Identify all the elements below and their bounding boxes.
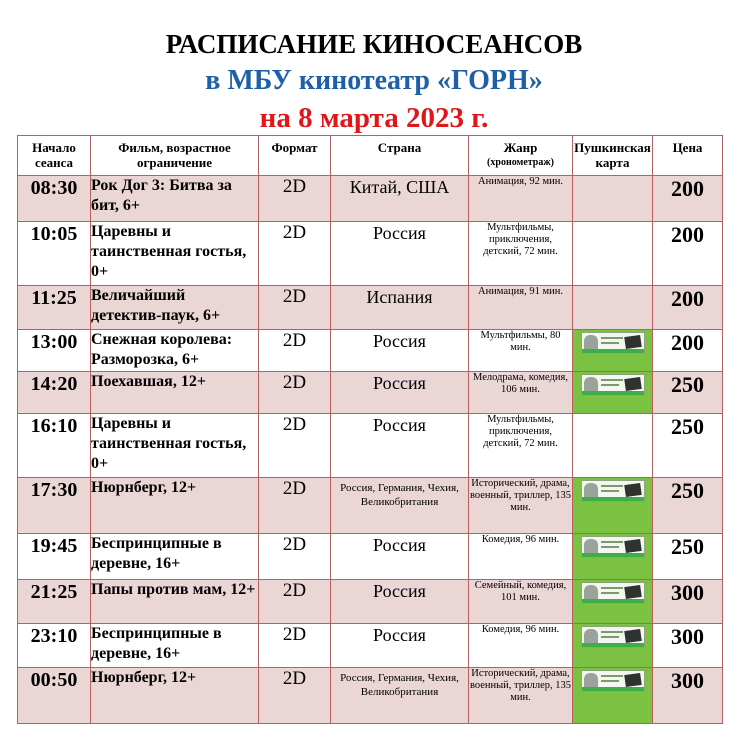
pushkin-text-line <box>601 541 623 543</box>
bank-card-icon <box>624 585 642 599</box>
ticket-price: 250 <box>653 414 723 478</box>
film-genre: Мультфильмы, приключения, детский, 72 мин. <box>469 222 573 286</box>
pushkin-text-line <box>601 675 623 677</box>
pushkin-card-cell <box>573 668 653 724</box>
table-row <box>18 624 723 668</box>
film-country: Россия <box>331 534 469 580</box>
ticket-price: 250 <box>653 478 723 534</box>
session-time: 10:05 <box>18 222 91 286</box>
page-title: РАСПИСАНИЕ КИНОСЕАНСОВ <box>165 29 583 59</box>
session-time: 19:45 <box>18 534 91 580</box>
ticket-price: 200 <box>653 286 723 330</box>
film-format: 2D <box>259 534 331 580</box>
film-country: Россия <box>331 372 469 414</box>
film-title: Нюрнберг, 12+ <box>91 668 259 724</box>
pushkin-green-bar <box>582 349 644 353</box>
pushkin-text-line <box>601 546 619 548</box>
film-genre: Исторический, драма, военный, триллер, 135 мин. <box>469 478 573 534</box>
film-format: 2D <box>259 478 331 534</box>
col-header-film: Фильм, возрастное ограничение <box>91 136 259 176</box>
film-format: 2D <box>259 668 331 724</box>
bank-card-icon <box>624 673 642 687</box>
table-row <box>18 222 723 286</box>
session-time: 11:25 <box>18 286 91 330</box>
col-header-format: Формат <box>259 136 331 176</box>
film-genre: Комедия, 96 мин. <box>469 534 573 580</box>
table-row <box>18 286 723 330</box>
session-time: 14:20 <box>18 372 91 414</box>
film-country: Россия <box>331 624 469 668</box>
pushkin-green-bar <box>582 599 644 603</box>
table-header-row <box>18 136 723 176</box>
ticket-price: 300 <box>653 580 723 624</box>
film-country: Россия <box>331 222 469 286</box>
pushkin-text-line <box>601 680 619 682</box>
film-genre: Мультфильмы, приключения, детский, 72 мин. <box>469 414 573 478</box>
pushkin-card-cell <box>573 372 653 414</box>
film-title: Беспринципные в деревне, 16+ <box>91 534 259 580</box>
session-time: 21:25 <box>18 580 91 624</box>
pushkin-card-logo <box>581 582 645 604</box>
pushkin-card-logo <box>581 626 645 648</box>
film-genre: Семейный, комедия, 101 мин. <box>469 580 573 624</box>
film-title: Величайший детектив-паук, 6+ <box>91 286 259 330</box>
film-country: Россия, Германия, Чехия, Великобритания <box>331 478 469 534</box>
table-row <box>18 668 723 724</box>
ticket-price: 250 <box>653 534 723 580</box>
col-header-country: Страна <box>331 136 469 176</box>
film-title: Поехавшая, 12+ <box>91 372 259 414</box>
ticket-price: 300 <box>653 624 723 668</box>
pushkin-card-cell <box>573 286 653 330</box>
pushkin-green-bar <box>582 497 644 501</box>
ticket-price: 200 <box>653 330 723 372</box>
table-row <box>18 580 723 624</box>
ticket-price: 200 <box>653 176 723 222</box>
film-genre: Мелодрама, комедия, 106 мин. <box>469 372 573 414</box>
pushkin-card-logo <box>581 374 645 396</box>
film-genre: Мультфильмы, 80 мин. <box>469 330 573 372</box>
film-title: Папы против мам, 12+ <box>91 580 259 624</box>
bank-card-icon <box>624 539 642 553</box>
pushkin-card-cell <box>573 478 653 534</box>
film-format: 2D <box>259 286 331 330</box>
film-title: Рок Дог 3: Битва за бит, 6+ <box>91 176 259 222</box>
ticket-price: 300 <box>653 668 723 724</box>
col-header-pushkin: Пушкинская карта <box>573 136 653 176</box>
film-genre: Комедия, 96 мин. <box>469 624 573 668</box>
film-country: Россия <box>331 414 469 478</box>
schedule-date: на 8 марта 2023 г. <box>259 102 489 134</box>
pushkin-card-cell <box>573 534 653 580</box>
pushkin-green-bar <box>582 553 644 557</box>
pushkin-green-bar <box>582 643 644 647</box>
pushkin-text-line <box>601 636 619 638</box>
film-country: Китай, США <box>331 176 469 222</box>
pushkin-green-bar <box>582 391 644 395</box>
session-time: 23:10 <box>18 624 91 668</box>
col-header-genre <box>469 136 573 176</box>
pushkin-green-bar <box>582 687 644 691</box>
pushkin-card-cell <box>573 414 653 478</box>
film-format: 2D <box>259 414 331 478</box>
pushkin-text-line <box>601 337 623 339</box>
bank-card-icon <box>624 335 642 349</box>
film-title: Царевны и таинственная гостья, 0+ <box>91 222 259 286</box>
pushkin-text-line <box>601 490 619 492</box>
film-title: Нюрнберг, 12+ <box>91 478 259 534</box>
film-format: 2D <box>259 580 331 624</box>
table-row <box>18 414 723 478</box>
schedule-table <box>17 135 723 724</box>
ticket-price: 250 <box>653 372 723 414</box>
film-country: Россия, Германия, Чехия, Великобритания <box>331 668 469 724</box>
film-format: 2D <box>259 624 331 668</box>
pushkin-text-line <box>601 379 623 381</box>
film-title: Царевны и таинственная гостья, 0+ <box>91 414 259 478</box>
table-row <box>18 330 723 372</box>
col-header-time: Начало сеанса <box>18 136 91 176</box>
col-header-price: Цена <box>653 136 723 176</box>
pushkin-card-logo <box>581 332 645 354</box>
session-time: 00:50 <box>18 668 91 724</box>
pushkin-text-line <box>601 631 623 633</box>
film-genre: Анимация, 92 мин. <box>469 176 573 222</box>
session-time: 17:30 <box>18 478 91 534</box>
cinema-name: в МБУ кинотеатр «ГОРН» <box>205 65 543 96</box>
pushkin-card-cell <box>573 580 653 624</box>
pushkin-text-line <box>601 485 623 487</box>
pushkin-card-logo <box>581 536 645 558</box>
bank-card-icon <box>624 483 642 497</box>
session-time: 13:00 <box>18 330 91 372</box>
table-row <box>18 372 723 414</box>
table-row <box>18 478 723 534</box>
pushkin-card-cell <box>573 176 653 222</box>
table-row <box>18 534 723 580</box>
pushkin-card-cell <box>573 624 653 668</box>
film-genre: Исторический, драма, военный, триллер, 135 мин. <box>469 668 573 724</box>
pushkin-card-logo <box>581 480 645 502</box>
bank-card-icon <box>624 629 642 643</box>
session-time: 08:30 <box>18 176 91 222</box>
film-format: 2D <box>259 222 331 286</box>
bank-card-icon <box>624 377 642 391</box>
col-header-genre-label: Жанр <box>503 140 538 155</box>
pushkin-card-logo <box>581 670 645 692</box>
film-format: 2D <box>259 176 331 222</box>
film-title: Беспринципные в деревне, 16+ <box>91 624 259 668</box>
pushkin-card-cell <box>573 222 653 286</box>
session-time: 16:10 <box>18 414 91 478</box>
pushkin-text-line <box>601 342 619 344</box>
ticket-price: 200 <box>653 222 723 286</box>
film-country: Россия <box>331 330 469 372</box>
table-row <box>18 176 723 222</box>
pushkin-text-line <box>601 384 619 386</box>
film-format: 2D <box>259 372 331 414</box>
film-format: 2D <box>259 330 331 372</box>
film-country: Россия <box>331 580 469 624</box>
col-header-genre-sub: (хронометраж) <box>487 157 554 168</box>
pushkin-text-line <box>601 587 623 589</box>
pushkin-text-line <box>601 592 619 594</box>
film-country: Испания <box>331 286 469 330</box>
film-genre: Анимация, 91 мин. <box>469 286 573 330</box>
pushkin-card-cell <box>573 330 653 372</box>
film-title: Снежная королева: Разморозка, 6+ <box>91 330 259 372</box>
